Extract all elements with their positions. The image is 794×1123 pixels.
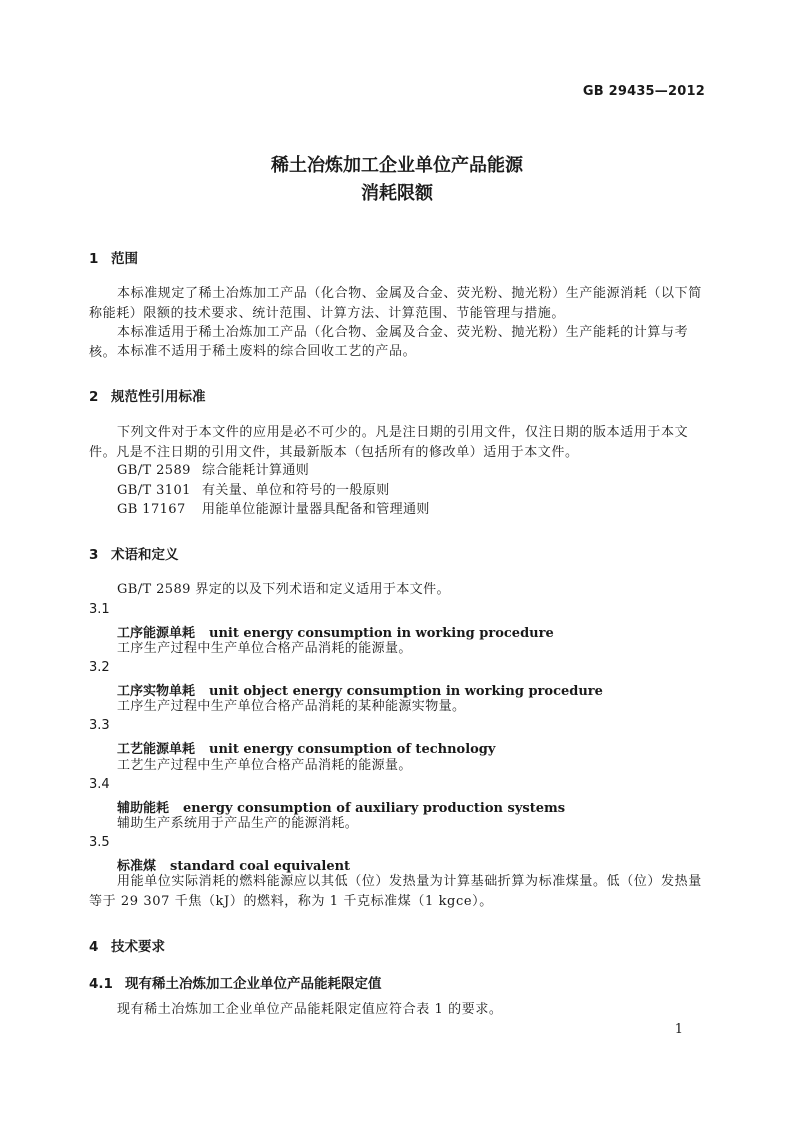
- section-1-heading: [89, 247, 138, 267]
- term-zh: 标准煤: [117, 859, 157, 874]
- standard-code: GB 29435—2012: [582, 84, 705, 99]
- section-3-heading: [89, 543, 179, 563]
- term-en: standard coal equivalent: [170, 859, 351, 874]
- term-definition: 工艺生产过程中生产单位合格产品消耗的能源量。: [117, 758, 412, 773]
- term-zh: 工序实物单耗: [117, 684, 196, 699]
- reference-title: 综合能耗计算通则: [202, 463, 310, 478]
- reference-title: 用能单位能源计量器具配备和管理通则: [202, 502, 430, 517]
- section-title: 技术要求: [111, 939, 165, 955]
- section-1-paragraph-2: 本标准适用于稀土冶炼加工产品（化合物、金属及合金、荧光粉、抛光粉）生产能耗的计算与考核。: [89, 325, 689, 360]
- term-zh: 工序能源单耗: [117, 626, 196, 641]
- term-definition: 工序生产过程中生产单位合格产品消耗的能源量。: [117, 641, 412, 656]
- section-1-paragraph-3: 本标准不适用于稀土废料的综合回收工艺的产品。: [117, 344, 417, 359]
- reference-code: GB/T 3101: [117, 483, 191, 498]
- title-line-1: 稀土冶炼加工企业单位产品能源: [271, 155, 523, 176]
- term-heading: [117, 738, 495, 757]
- section-number: 4: [89, 939, 99, 955]
- section-2-heading: [89, 385, 206, 405]
- term-number: 3.3: [89, 718, 110, 733]
- section-1-paragraph-1: 本标准规定了稀土冶炼加工产品（化合物、金属及合金、荧光粉、抛光粉）生产能源消耗（以下简称能耗）限额的技术要求、统计范围、计算方法、计算范围、节能管理与措施。: [89, 286, 702, 321]
- term-number: 3.4: [89, 777, 110, 792]
- term-en: unit energy consumption of technology: [209, 742, 496, 757]
- term-zh: 辅助能耗: [117, 801, 170, 816]
- term-number: 3.5: [89, 835, 110, 850]
- section-4-heading: [89, 935, 165, 955]
- reference-code: GB 17167: [117, 502, 186, 517]
- section-4-paragraph-1: 现有稀土冶炼加工企业单位产品能耗限定值应符合表 1 的要求。: [117, 1002, 503, 1017]
- term-number: 3.1: [89, 602, 110, 617]
- term-en: unit energy consumption in working procedure: [209, 626, 554, 641]
- title-line-2: 消耗限额: [361, 183, 433, 204]
- section-3-intro: GB/T 2589 界定的以及下列术语和定义适用于本文件。: [117, 582, 450, 597]
- reference-title: 有关量、单位和符号的一般原则: [202, 483, 390, 498]
- section-number: 1: [89, 251, 99, 267]
- page-number: 1: [674, 1022, 683, 1037]
- term-definition: 工序生产过程中生产单位合格产品消耗的某种能源实物量。: [117, 699, 466, 714]
- reference-item: [117, 461, 309, 481]
- term-definition: 辅助生产系统用于产品生产的能源消耗。: [117, 816, 359, 831]
- document-title: [0, 152, 794, 208]
- reference-code: GB/T 2589: [117, 463, 191, 478]
- section-2-paragraph-1: 下列文件对于本文件的应用是必不可少的。凡是注日期的引用文件，仅注日期的版本适用于本文件。凡是不注日期的引用文件，其最新版本（包括所有的修改单）适用于本文件。: [89, 425, 689, 460]
- term-zh: 工艺能源单耗: [117, 742, 196, 757]
- reference-item: [117, 500, 430, 520]
- term-en: energy consumption of auxiliary production systems: [183, 801, 566, 816]
- term-number: 3.2: [89, 660, 110, 675]
- term-en: unit object energy consumption in working procedure: [209, 684, 603, 699]
- subsection-number: 4.1: [89, 976, 113, 992]
- section-number: 2: [89, 389, 99, 405]
- subsection-title: 现有稀土冶炼加工企业单位产品能耗限定值: [125, 976, 382, 992]
- section-title: 规范性引用标准: [111, 389, 206, 405]
- term-definition: 用能单位实际消耗的燃料能源应以其低（位）发热量为计算基础折算为标准煤量。低（位）发热量等于 29 307 千焦（kJ）的燃料，称为 1 千克标准煤（1 kgce）。: [89, 874, 702, 909]
- section-title: 范围: [111, 251, 138, 267]
- section-number: 3: [89, 547, 99, 563]
- section-title: 术语和定义: [111, 547, 179, 563]
- subsection-4-1-heading: [89, 972, 382, 992]
- reference-item: [117, 481, 390, 501]
